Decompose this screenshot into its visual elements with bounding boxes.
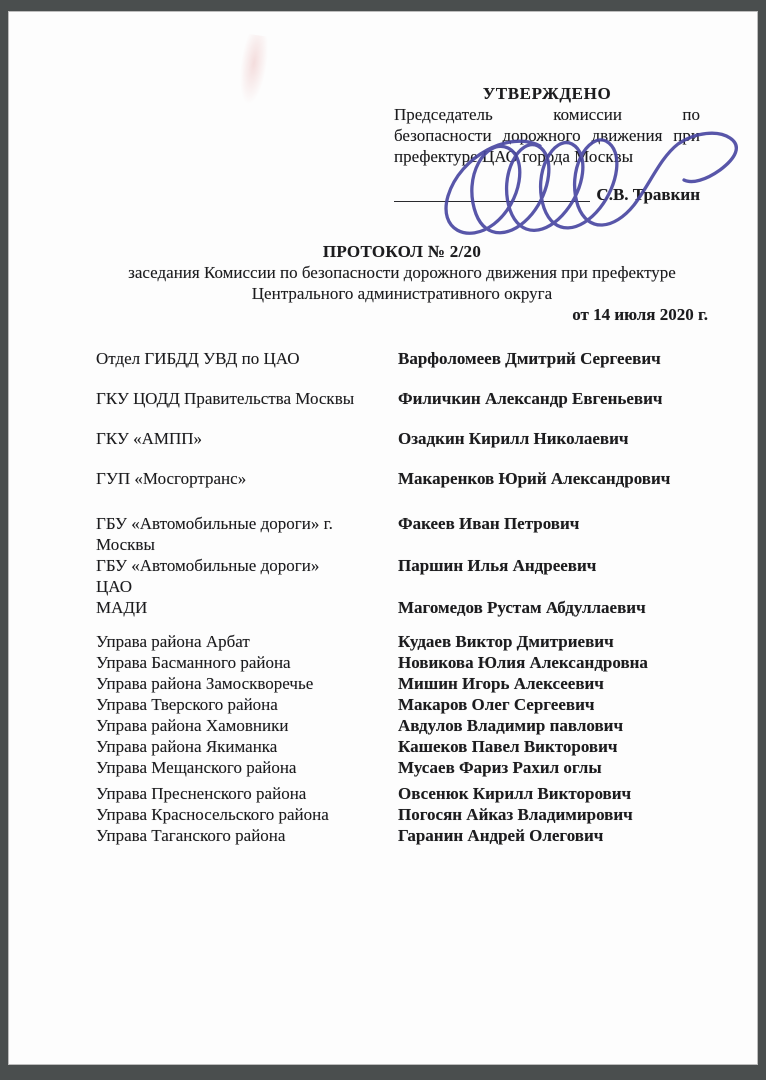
attendee-row (96, 428, 708, 449)
attendee-org: Управа Пресненского района (96, 784, 307, 803)
document-page (8, 11, 758, 1065)
approval-body-line: Председатель комиссии по (394, 105, 700, 124)
attendee-row (96, 783, 708, 804)
attendee-row (96, 468, 708, 489)
attendee-row (96, 652, 708, 673)
attendee-org: Управа Басманного района (96, 653, 291, 672)
attendee-name: Филичкин Александр Евгеньевич (398, 389, 663, 408)
attendee-row (96, 597, 708, 618)
attendee-org: Управа района Якиманка (96, 737, 278, 756)
attendee-row (96, 804, 708, 825)
attendee-org: Управа Красносельского района (96, 805, 329, 824)
attendee-name: Кашеков Павел Викторович (398, 737, 618, 756)
attendee-org-line2: Москвы (96, 535, 155, 554)
approved-label: УТВЕРЖДЕНО (482, 84, 612, 103)
attendee-name: Мишин Игорь Алексеевич (398, 674, 604, 693)
attendee-org (96, 555, 398, 597)
attendee-name: Макаренков Юрий Александрович (398, 469, 671, 488)
attendee-org: Управа Тверского района (96, 695, 278, 714)
signature-line (394, 200, 590, 202)
attendee-row (96, 673, 708, 694)
attendee-name: Озадкин Кирилл Николаевич (398, 429, 629, 448)
attendee-row (96, 631, 708, 652)
approval-body-line: безопасности дорожного движения при (394, 126, 700, 145)
attendee-row (96, 736, 708, 757)
attendee-row (96, 348, 708, 369)
attendee-row (96, 694, 708, 715)
attendee-org: ГУП «Мосгортранс» (96, 469, 247, 488)
approval-block (394, 83, 700, 205)
attendee-org-line1: ГБУ «Автомобильные дороги» (96, 556, 320, 575)
attendee-org: Управа Мещанского района (96, 758, 297, 777)
attendee-name: Кудаев Виктор Дмитриевич (398, 632, 614, 651)
protocol-date: от 14 июля 2020 г. (572, 305, 708, 324)
attendee-org: Управа района Арбат (96, 632, 250, 651)
attendee-row (96, 715, 708, 736)
attendee-row (96, 825, 708, 846)
protocol-title: ПРОТОКОЛ № 2/20 (322, 242, 482, 261)
attendee-name: Гаранин Андрей Олегович (398, 826, 604, 845)
signer-name: С.В. Травкин (596, 185, 700, 204)
attendee-org: Управа района Хамовники (96, 716, 289, 735)
attendee-row (96, 513, 708, 555)
approval-body-line: префектуре ЦАО города Москвы (394, 147, 634, 166)
attendee-name: Погосян Айказ Владимирович (398, 805, 633, 824)
attendee-name: Авдулов Владимир павлович (398, 716, 624, 735)
attendee-name: Паршин Илья Андреевич (398, 556, 597, 575)
attendee-name: Мусаев Фариз Рахил оглы (398, 758, 602, 777)
attendee-org-line1: ГБУ «Автомобильные дороги» г. (96, 514, 333, 533)
attendee-org (96, 513, 398, 555)
attendee-name: Факеев Иван Петрович (398, 514, 580, 533)
attendee-org: Управа Таганского района (96, 826, 286, 845)
title-block (96, 241, 708, 325)
attendee-org: ГКУ ЦОДД Правительства Москвы (96, 389, 355, 408)
attendee-row (96, 388, 708, 409)
attendees-list (96, 348, 708, 846)
approval-body (394, 104, 700, 167)
attendee-name: Варфоломеев Дмитрий Сергеевич (398, 349, 661, 368)
signature-row (394, 183, 700, 205)
attendee-name: Магомедов Рустам Абдуллаевич (398, 598, 646, 617)
attendee-name: Овсенюк Кирилл Викторович (398, 784, 632, 803)
attendee-name: Новикова Юлия Александровна (398, 653, 648, 672)
attendee-row (96, 757, 708, 778)
attendee-name: Макаров Олег Сергеевич (398, 695, 595, 714)
attendee-org: Управа района Замоскворечье (96, 674, 314, 693)
attendee-row (96, 555, 708, 597)
attendee-org: Отдел ГИБДД УВД по ЦАО (96, 349, 300, 368)
protocol-subtitle-line2: Центрального административного округа (251, 284, 553, 303)
protocol-subtitle-line1: заседания Комиссии по безопасности дорожного движения при префектуре (128, 263, 676, 282)
attendee-org: МАДИ (96, 598, 148, 617)
attendee-org: ГКУ «АМПП» (96, 429, 203, 448)
attendee-org-line2: ЦАО (96, 577, 132, 596)
scan-smudge-artifact (235, 34, 270, 107)
